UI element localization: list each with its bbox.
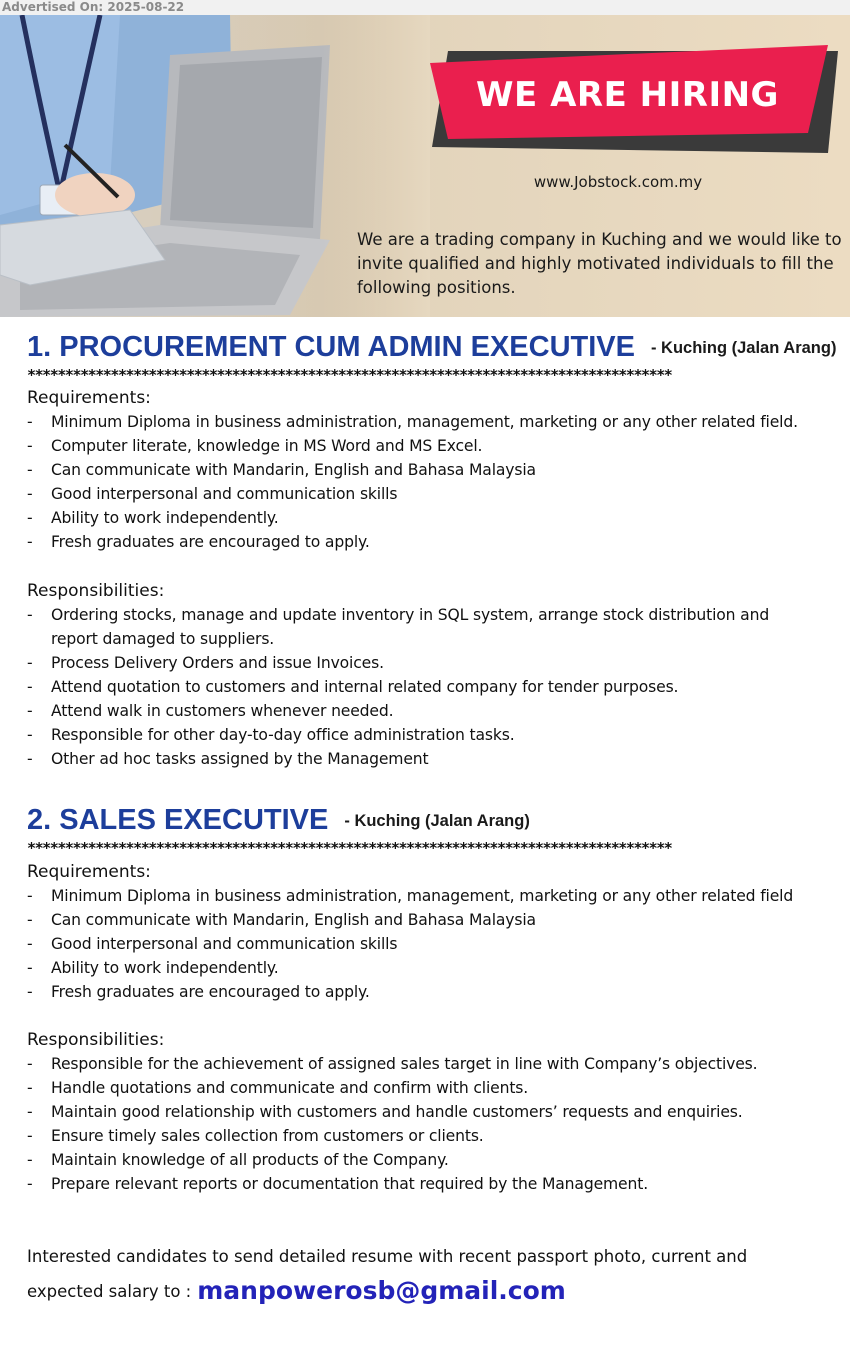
job-title-text: 1. PROCUREMENT CUM ADMIN EXECUTIVE [27, 331, 635, 363]
requirements-list [0, 884, 850, 1004]
list-item: - Ordering stocks, manage and update inventory in SQL system, arrange stock distribution and report damaged to suppliers. [0, 603, 850, 651]
job-title-2 [27, 802, 530, 839]
list-item: - Minimum Diploma in business administration, management, marketing or any other related field. [0, 410, 850, 434]
list-item: - Ensure timely sales collection from customers or clients. [0, 1124, 850, 1148]
responsibilities-heading: Responsibilities: [27, 1030, 165, 1050]
divider-stars: ************************************************************************************* [27, 839, 672, 857]
list-item: - Ability to work independently. [0, 506, 850, 530]
apply-text-line1: Interested candidates to send detailed resume with recent passport photo, current and [27, 1247, 748, 1266]
list-item: - Can communicate with Mandarin, English and Bahasa Malaysia [0, 908, 850, 932]
job-location: - Kuching (Jalan Arang) [650, 339, 837, 358]
list-item: - Good interpersonal and communication skills [0, 932, 850, 956]
list-item: - Process Delivery Orders and issue Invoices. [0, 651, 850, 675]
responsibilities-list [0, 1052, 850, 1196]
list-item: - Maintain knowledge of all products of the Company. [0, 1148, 850, 1172]
list-item: - Good interpersonal and communication skills [0, 482, 850, 506]
list-item: - Fresh graduates are encouraged to apply. [0, 980, 850, 1004]
list-item: - Fresh graduates are encouraged to apply. [0, 530, 850, 554]
advertised-date: Advertised On: 2025-08-22 [2, 0, 185, 14]
list-item: - Attend walk in customers whenever needed. [0, 699, 850, 723]
list-item: - Minimum Diploma in business administration, management, marketing or any other related field [0, 884, 850, 908]
requirements-heading: Requirements: [27, 388, 151, 408]
list-item: - Prepare relevant reports or documentation that required by the Management. [0, 1172, 850, 1196]
job-title-1 [27, 329, 836, 366]
apply-line2 [27, 1274, 827, 1309]
website-text: www.Jobstock.com.my [533, 173, 703, 191]
hiring-headline: WE ARE HIRING [476, 75, 779, 115]
list-item: - Handle quotations and communicate and confirm with clients. [0, 1076, 850, 1100]
application-instructions [27, 1240, 827, 1309]
list-item: - Attend quotation to customers and internal related company for tender purposes. [0, 675, 850, 699]
list-item: - Computer literate, knowledge in MS Word and MS Excel. [0, 434, 850, 458]
advertised-bar [0, 0, 850, 15]
list-item: - Maintain good relationship with customers and handle customers’ requests and enquiries. [0, 1100, 850, 1124]
divider-stars: ************************************************************************************* [27, 366, 672, 384]
hiring-banner [0, 15, 850, 317]
email-address[interactable]: manpowerosb@gmail.com [197, 1276, 566, 1305]
list-item: - Responsible for the achievement of assigned sales target in line with Company’s objectives. [0, 1052, 850, 1076]
apply-text-line2: expected salary to : [27, 1282, 192, 1301]
requirements-heading: Requirements: [27, 862, 151, 882]
job-location: - Kuching (Jalan Arang) [344, 812, 530, 831]
job-title-text: 2. SALES EXECUTIVE [27, 804, 329, 836]
responsibilities-list [0, 603, 850, 771]
responsibilities-heading: Responsibilities: [27, 581, 165, 601]
requirements-list [0, 410, 850, 554]
list-item: - Responsible for other day-to-day office administration tasks. [0, 723, 850, 747]
list-item: - Other ad hoc tasks assigned by the Management [0, 747, 850, 771]
list-item: - Can communicate with Mandarin, English and Bahasa Malaysia [0, 458, 850, 482]
company-intro: We are a trading company in Kuching and we would like to invite qualified and highly motivated individuals to fill the following positions. [357, 230, 842, 297]
list-item: - Ability to work independently. [0, 956, 850, 980]
